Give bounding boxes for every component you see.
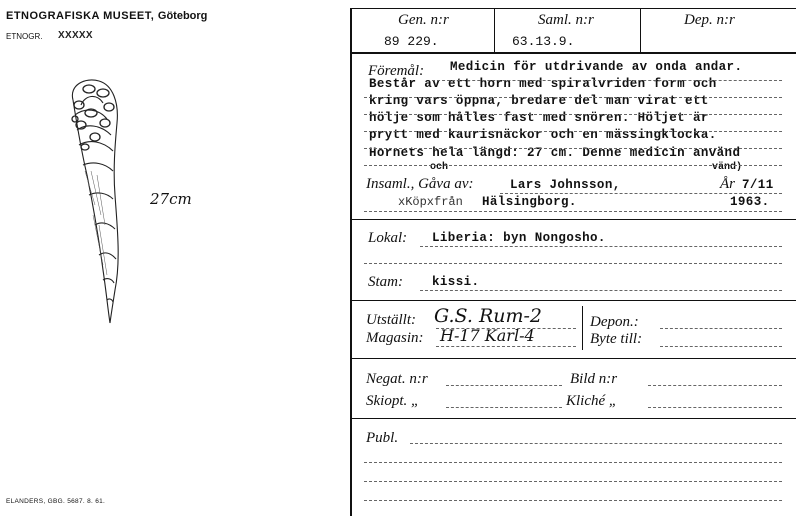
foremal-rule-1 bbox=[432, 80, 782, 81]
card-divider bbox=[350, 8, 352, 516]
kliche-rule bbox=[648, 407, 782, 408]
foremal-rule-3 bbox=[364, 114, 782, 115]
dep-label: Dep. n:r bbox=[684, 12, 735, 28]
dimension-note: 27cm bbox=[150, 190, 192, 208]
foremal-rule-5 bbox=[364, 148, 782, 149]
ar-value: 7/11 bbox=[742, 178, 774, 192]
foremal-line-2: Består av ett horn med spiralvriden form och bbox=[369, 77, 717, 91]
insaml-value: Lars Johnsson, bbox=[510, 178, 621, 192]
foremal-insert-vand: vänd) bbox=[712, 162, 743, 173]
lokal-value: Liberia: byn Nongosho. bbox=[432, 231, 606, 245]
printer-imprint: ELANDERS, GBG. 5687. 8. 61. bbox=[6, 498, 106, 505]
section-line-3 bbox=[350, 358, 796, 359]
horn-sketch bbox=[55, 75, 165, 330]
storage-sep bbox=[582, 306, 583, 350]
magasin-rule bbox=[436, 346, 576, 347]
negat-rule bbox=[446, 385, 562, 386]
kliche-label: Kliché „ bbox=[566, 393, 618, 409]
magasin-value: H-17 Karl-4 bbox=[440, 326, 535, 345]
depon-rule bbox=[660, 328, 782, 329]
stam-label: Stam: bbox=[368, 274, 403, 290]
lokal-rule-1 bbox=[420, 246, 782, 247]
section-line-1 bbox=[350, 219, 796, 220]
depon-label: Depon.: bbox=[590, 314, 639, 330]
byte-rule bbox=[660, 346, 782, 347]
section-line-4 bbox=[350, 418, 796, 419]
saml-value: 63.13.9. bbox=[512, 34, 575, 49]
foremal-rule-4 bbox=[364, 131, 782, 132]
publ-rule-1 bbox=[410, 443, 782, 444]
gen-label: Gen. n:r bbox=[398, 12, 449, 28]
negat-label: Negat. n:r bbox=[366, 371, 428, 387]
bild-rule bbox=[648, 385, 782, 386]
foremal-line-6: Hornets hela längd: 27 cm. Denne medicin använd bbox=[369, 146, 741, 160]
museum-name: ETNOGRAFISKA MUSEET, bbox=[6, 10, 155, 22]
etnogr-code: XXXXX bbox=[58, 30, 93, 41]
place-value: Hälsingborg. bbox=[482, 195, 577, 209]
foremal-insert-och: och bbox=[430, 162, 449, 173]
header-sep-1 bbox=[494, 8, 495, 52]
museum-city: Göteborg bbox=[157, 10, 208, 22]
foremal-rule-6 bbox=[364, 165, 782, 166]
foremal-rule-2 bbox=[364, 97, 782, 98]
utstallt-value: G.S. Rum-2 bbox=[434, 305, 543, 327]
etnogr-label: ETNOGR. bbox=[6, 32, 43, 41]
year-value: 1963. bbox=[730, 195, 770, 209]
foremal-line-3: kring vars öppna, bredare del man virat ett bbox=[369, 94, 709, 108]
skiopt-rule bbox=[446, 407, 562, 408]
publ-rule-3 bbox=[364, 481, 782, 482]
header-sep-2 bbox=[640, 8, 641, 52]
stam-rule bbox=[420, 290, 782, 291]
foremal-label: Föremål: bbox=[368, 63, 425, 79]
publ-label: Publ. bbox=[366, 430, 399, 446]
bild-label: Bild n:r bbox=[570, 371, 618, 387]
publ-rule-4 bbox=[364, 500, 782, 501]
place-prefix: xKöpxfrån bbox=[398, 195, 463, 209]
skiopt-label: Skiopt. „ bbox=[366, 393, 420, 409]
stam-value: kissi. bbox=[432, 275, 480, 289]
insaml-rule-1 bbox=[500, 193, 782, 194]
lokal-rule-2 bbox=[364, 263, 782, 264]
insaml-label: Insaml., Gåva av: bbox=[366, 176, 474, 192]
saml-label: Saml. n:r bbox=[538, 12, 594, 28]
foremal-line-4: hölje som hålles fast med snören. Höljet är bbox=[369, 111, 709, 125]
byte-label: Byte till: bbox=[590, 331, 643, 347]
section-line-2 bbox=[350, 300, 796, 301]
magasin-label: Magasin: bbox=[366, 330, 424, 346]
publ-rule-2 bbox=[364, 462, 782, 463]
ar-label: År bbox=[720, 176, 735, 192]
foremal-line-1: Medicin för utdrivande av onda andar. bbox=[450, 60, 743, 74]
header-top-line bbox=[350, 8, 796, 9]
gen-value: 89 229. bbox=[384, 34, 439, 49]
museum-header bbox=[6, 10, 207, 22]
utstallt-label: Utställt: bbox=[366, 312, 417, 328]
insaml-rule-2 bbox=[364, 211, 782, 212]
header-bottom-line bbox=[350, 52, 796, 54]
lokal-label: Lokal: bbox=[368, 230, 408, 246]
utstallt-rule bbox=[436, 328, 576, 329]
foremal-line-5: prytt med kaurisnäckor och en mässingklocka. bbox=[369, 128, 717, 142]
